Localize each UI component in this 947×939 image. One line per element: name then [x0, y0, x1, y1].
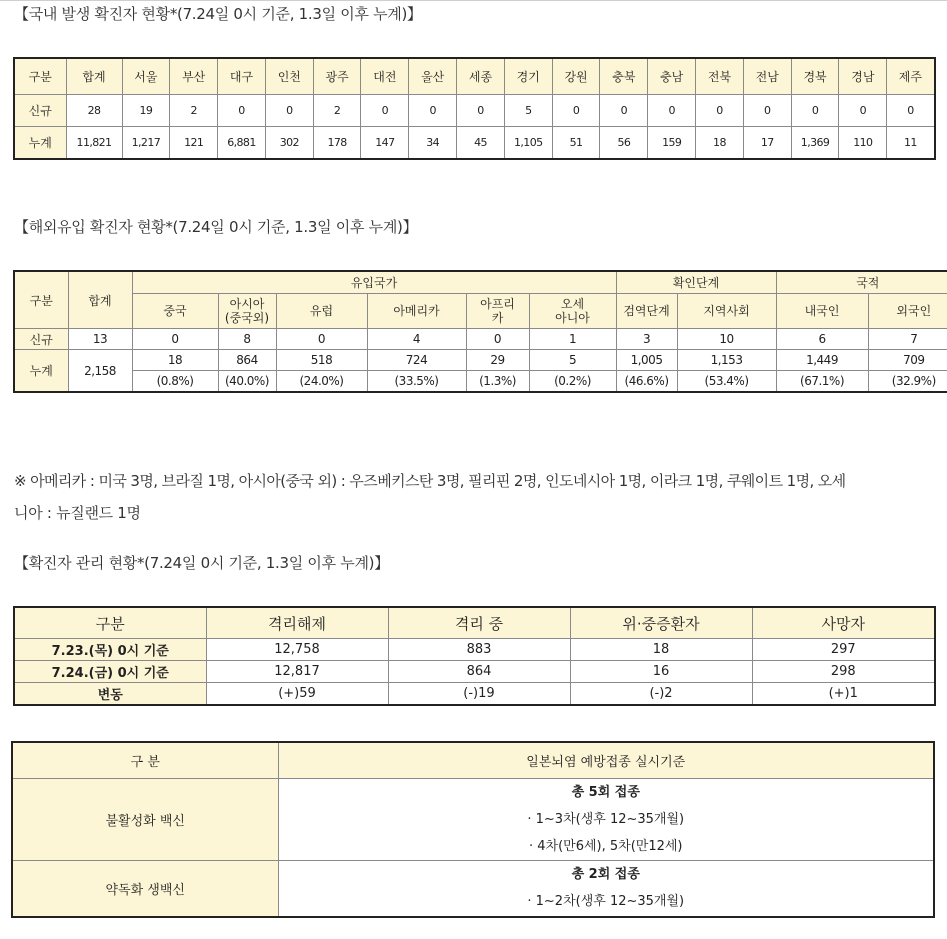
note-line: 니아 : 뉴질랜드 1명 — [14, 504, 141, 522]
table-cell: 0 — [466, 329, 529, 350]
header-line: 카 — [491, 311, 504, 325]
row-label: 변동 — [14, 683, 206, 706]
row-label: 신규 — [14, 329, 68, 350]
table-cell: 2 — [170, 95, 218, 127]
table-cell: 18 — [570, 639, 752, 661]
table-cell: 724 — [367, 350, 466, 371]
table-cell: (0.2%) — [529, 371, 616, 393]
table-cell: 0 — [791, 95, 839, 127]
header-cell: 강원 — [552, 58, 600, 95]
table-cell: 1 — [529, 329, 616, 350]
header-cell: 구 분 — [12, 742, 278, 779]
header-cell — [529, 294, 616, 329]
header-cell: 대구 — [218, 58, 266, 95]
table-cell: 0 — [132, 329, 218, 350]
header-cell: 울산 — [409, 58, 457, 95]
table-cell: 0 — [218, 95, 266, 127]
table-row — [14, 661, 935, 683]
header-cell: 아메리카 — [367, 294, 466, 329]
domestic-cases-title: 【국내 발생 확진자 현황*(7.24일 0시 기준, 1.3일 이후 누계)】 — [14, 5, 422, 23]
header-line: 아시아 — [229, 297, 265, 311]
table-cell: 864 — [218, 350, 276, 371]
header-cell: 경북 — [791, 58, 839, 95]
table-row — [12, 779, 934, 861]
table-cell: 1,369 — [791, 127, 839, 160]
table-cell: 2 — [313, 95, 361, 127]
table-cell: 4 — [367, 329, 466, 350]
header-cell: 위·중증환자 — [570, 607, 752, 639]
table-cell: 518 — [276, 350, 367, 371]
case-management-title: 【확진자 관리 현황*(7.24일 0시 기준, 1.3일 이후 누계)】 — [14, 554, 389, 572]
header-cell: 충남 — [648, 58, 696, 95]
table-cell: (32.9%) — [868, 371, 947, 393]
header-cell: 인천 — [265, 58, 313, 95]
table-cell: 7 — [868, 329, 947, 350]
table-cell: 178 — [313, 127, 361, 160]
vaccination-schedule-table — [11, 741, 935, 918]
table-cell: 6 — [776, 329, 868, 350]
table-row — [14, 639, 935, 661]
top-divider — [0, 0, 947, 1]
row-label: 불활성화 백신 — [12, 779, 278, 861]
table-cell: 3 — [616, 329, 677, 350]
header-cell: 서울 — [122, 58, 170, 95]
header-cell: 제주 — [887, 58, 935, 95]
table-cell: (-)2 — [570, 683, 752, 706]
table-cell: (1.3%) — [466, 371, 529, 393]
table-cell: 19 — [122, 95, 170, 127]
table-cell: 0 — [265, 95, 313, 127]
table-cell: 110 — [839, 127, 887, 160]
table-cell: (24.0%) — [276, 371, 367, 393]
header-line: (중국외) — [224, 311, 270, 325]
table-cell: (67.1%) — [776, 371, 868, 393]
header-cell — [218, 294, 276, 329]
table-row — [14, 95, 935, 127]
header-cell: 합계 — [66, 58, 122, 95]
row-label: 신규 — [14, 95, 66, 127]
table-cell: (0.8%) — [132, 371, 218, 393]
note-line: ※ 아메리카 : 미국 3명, 브라질 1명, 아시아(중국 외) : 우즈베키스탄 3명, 필리핀 2명, 인도네시아 1명, 이라크 1명, 쿠웨이트 1명, 오세 — [14, 472, 846, 490]
table-cell: 864 — [388, 661, 570, 683]
header-cell: 구분 — [14, 607, 206, 639]
table-header-row — [12, 742, 934, 779]
group-header-nationality: 국적 — [776, 271, 947, 294]
schedule-total: 총 5회 접종 — [571, 785, 640, 800]
row-label: 누계 — [14, 127, 66, 160]
table-cell — [278, 779, 934, 861]
table-cell: (+)1 — [752, 683, 935, 706]
header-cell: 광주 — [313, 58, 361, 95]
table-cell: (46.6%) — [616, 371, 677, 393]
table-cell: 0 — [648, 95, 696, 127]
table-cell: 883 — [388, 639, 570, 661]
table-cell: 51 — [552, 127, 600, 160]
table-row — [14, 350, 947, 371]
table-cell: 0 — [457, 95, 505, 127]
table-cell: 1,105 — [504, 127, 552, 160]
table-cell: 34 — [409, 127, 457, 160]
header-cell: 합계 — [68, 271, 132, 329]
header-cell: 경남 — [839, 58, 887, 95]
table-cell: 159 — [648, 127, 696, 160]
case-management-table — [13, 606, 936, 706]
header-cell: 격리해제 — [206, 607, 388, 639]
table-header-row — [14, 294, 947, 329]
table-cell: (33.5%) — [367, 371, 466, 393]
table-cell: (53.4%) — [677, 371, 776, 393]
table-cell: 56 — [600, 127, 648, 160]
table-cell: 0 — [696, 95, 744, 127]
header-cell: 전북 — [696, 58, 744, 95]
group-header-countries: 유입국가 — [132, 271, 616, 294]
imported-cases-title: 【해외유입 확진자 현황*(7.24일 0시 기준, 1.3일 이후 누계)】 — [14, 218, 418, 236]
table-row — [14, 371, 947, 393]
table-cell: 11 — [887, 127, 935, 160]
row-label: 누계 — [14, 350, 68, 393]
table-header-row — [14, 607, 935, 639]
table-cell: 1,449 — [776, 350, 868, 371]
table-header-row — [14, 58, 935, 95]
header-cell: 검역단계 — [616, 294, 677, 329]
table-cell: 29 — [466, 350, 529, 371]
header-cell: 대전 — [361, 58, 409, 95]
header-cell: 외국인 — [868, 294, 947, 329]
imported-cases-table — [13, 270, 947, 393]
row-label: 약독화 생백신 — [12, 861, 278, 917]
table-cell: (40.0%) — [218, 371, 276, 393]
header-cell: 구분 — [14, 271, 68, 329]
header-cell: 사망자 — [752, 607, 935, 639]
schedule-total: 총 2회 접종 — [571, 867, 640, 883]
table-cell: 147 — [361, 127, 409, 160]
header-cell: 부산 — [170, 58, 218, 95]
table-cell: 709 — [868, 350, 947, 371]
table-cell: 0 — [276, 329, 367, 350]
table-cell: (-)19 — [388, 683, 570, 706]
header-cell: 충북 — [600, 58, 648, 95]
schedule-line: · 4차(만6세), 5차(만12세) — [528, 839, 683, 854]
table-cell: 6,881 — [218, 127, 266, 160]
header-cell — [466, 294, 529, 329]
header-line: 오세 — [560, 297, 585, 311]
table-cell: 11,821 — [66, 127, 122, 160]
table-cell: 18 — [696, 127, 744, 160]
row-label: 7.23.(목) 0시 기준 — [14, 639, 206, 661]
table-cell: 297 — [752, 639, 935, 661]
group-header-stage: 확인단계 — [616, 271, 776, 294]
table-cell: (+)59 — [206, 683, 388, 706]
header-cell: 중국 — [132, 294, 218, 329]
table-row — [14, 127, 935, 160]
header-cell: 격리 중 — [388, 607, 570, 639]
imported-cases-note — [14, 465, 934, 529]
table-header-row — [14, 271, 947, 294]
header-cell: 내국인 — [776, 294, 868, 329]
schedule-line: · 1~3차(생후 12~35개월) — [527, 812, 685, 827]
table-row — [12, 861, 934, 917]
table-cell: 0 — [887, 95, 935, 127]
header-line: 아프리 — [480, 297, 515, 311]
header-cell: 지역사회 — [677, 294, 776, 329]
table-cell — [278, 861, 934, 917]
table-cell: 2,158 — [68, 350, 132, 393]
domestic-cases-table — [13, 57, 936, 160]
table-cell: 0 — [552, 95, 600, 127]
header-line: 아니아 — [555, 311, 590, 325]
header-cell: 구분 — [14, 58, 66, 95]
header-cell: 경기 — [504, 58, 552, 95]
table-cell: 12,758 — [206, 639, 388, 661]
table-cell: 0 — [361, 95, 409, 127]
header-cell: 유럽 — [276, 294, 367, 329]
table-cell: 0 — [743, 95, 791, 127]
header-cell: 전남 — [743, 58, 791, 95]
table-cell: 1,217 — [122, 127, 170, 160]
table-cell: 0 — [409, 95, 457, 127]
header-cell: 일본뇌염 예방접종 실시기준 — [278, 742, 934, 779]
table-cell: 0 — [839, 95, 887, 127]
table-cell: 302 — [265, 127, 313, 160]
table-cell: 298 — [752, 661, 935, 683]
row-label: 7.24.(금) 0시 기준 — [14, 661, 206, 683]
table-cell: 8 — [218, 329, 276, 350]
table-cell: 10 — [677, 329, 776, 350]
table-cell: 28 — [66, 95, 122, 127]
table-cell: 0 — [600, 95, 648, 127]
table-cell: 16 — [570, 661, 752, 683]
table-cell: 1,153 — [677, 350, 776, 371]
table-cell: 1,005 — [616, 350, 677, 371]
table-cell: 5 — [529, 350, 616, 371]
table-row — [14, 683, 935, 706]
table-row — [14, 329, 947, 350]
table-cell: 13 — [68, 329, 132, 350]
table-cell: 121 — [170, 127, 218, 160]
table-cell: 5 — [504, 95, 552, 127]
table-cell: 18 — [132, 350, 218, 371]
header-cell: 세종 — [457, 58, 505, 95]
table-cell: 17 — [743, 127, 791, 160]
table-cell: 12,817 — [206, 661, 388, 683]
schedule-line: · 1~2차(생후 12~35개월) — [527, 894, 685, 910]
table-cell: 45 — [457, 127, 505, 160]
